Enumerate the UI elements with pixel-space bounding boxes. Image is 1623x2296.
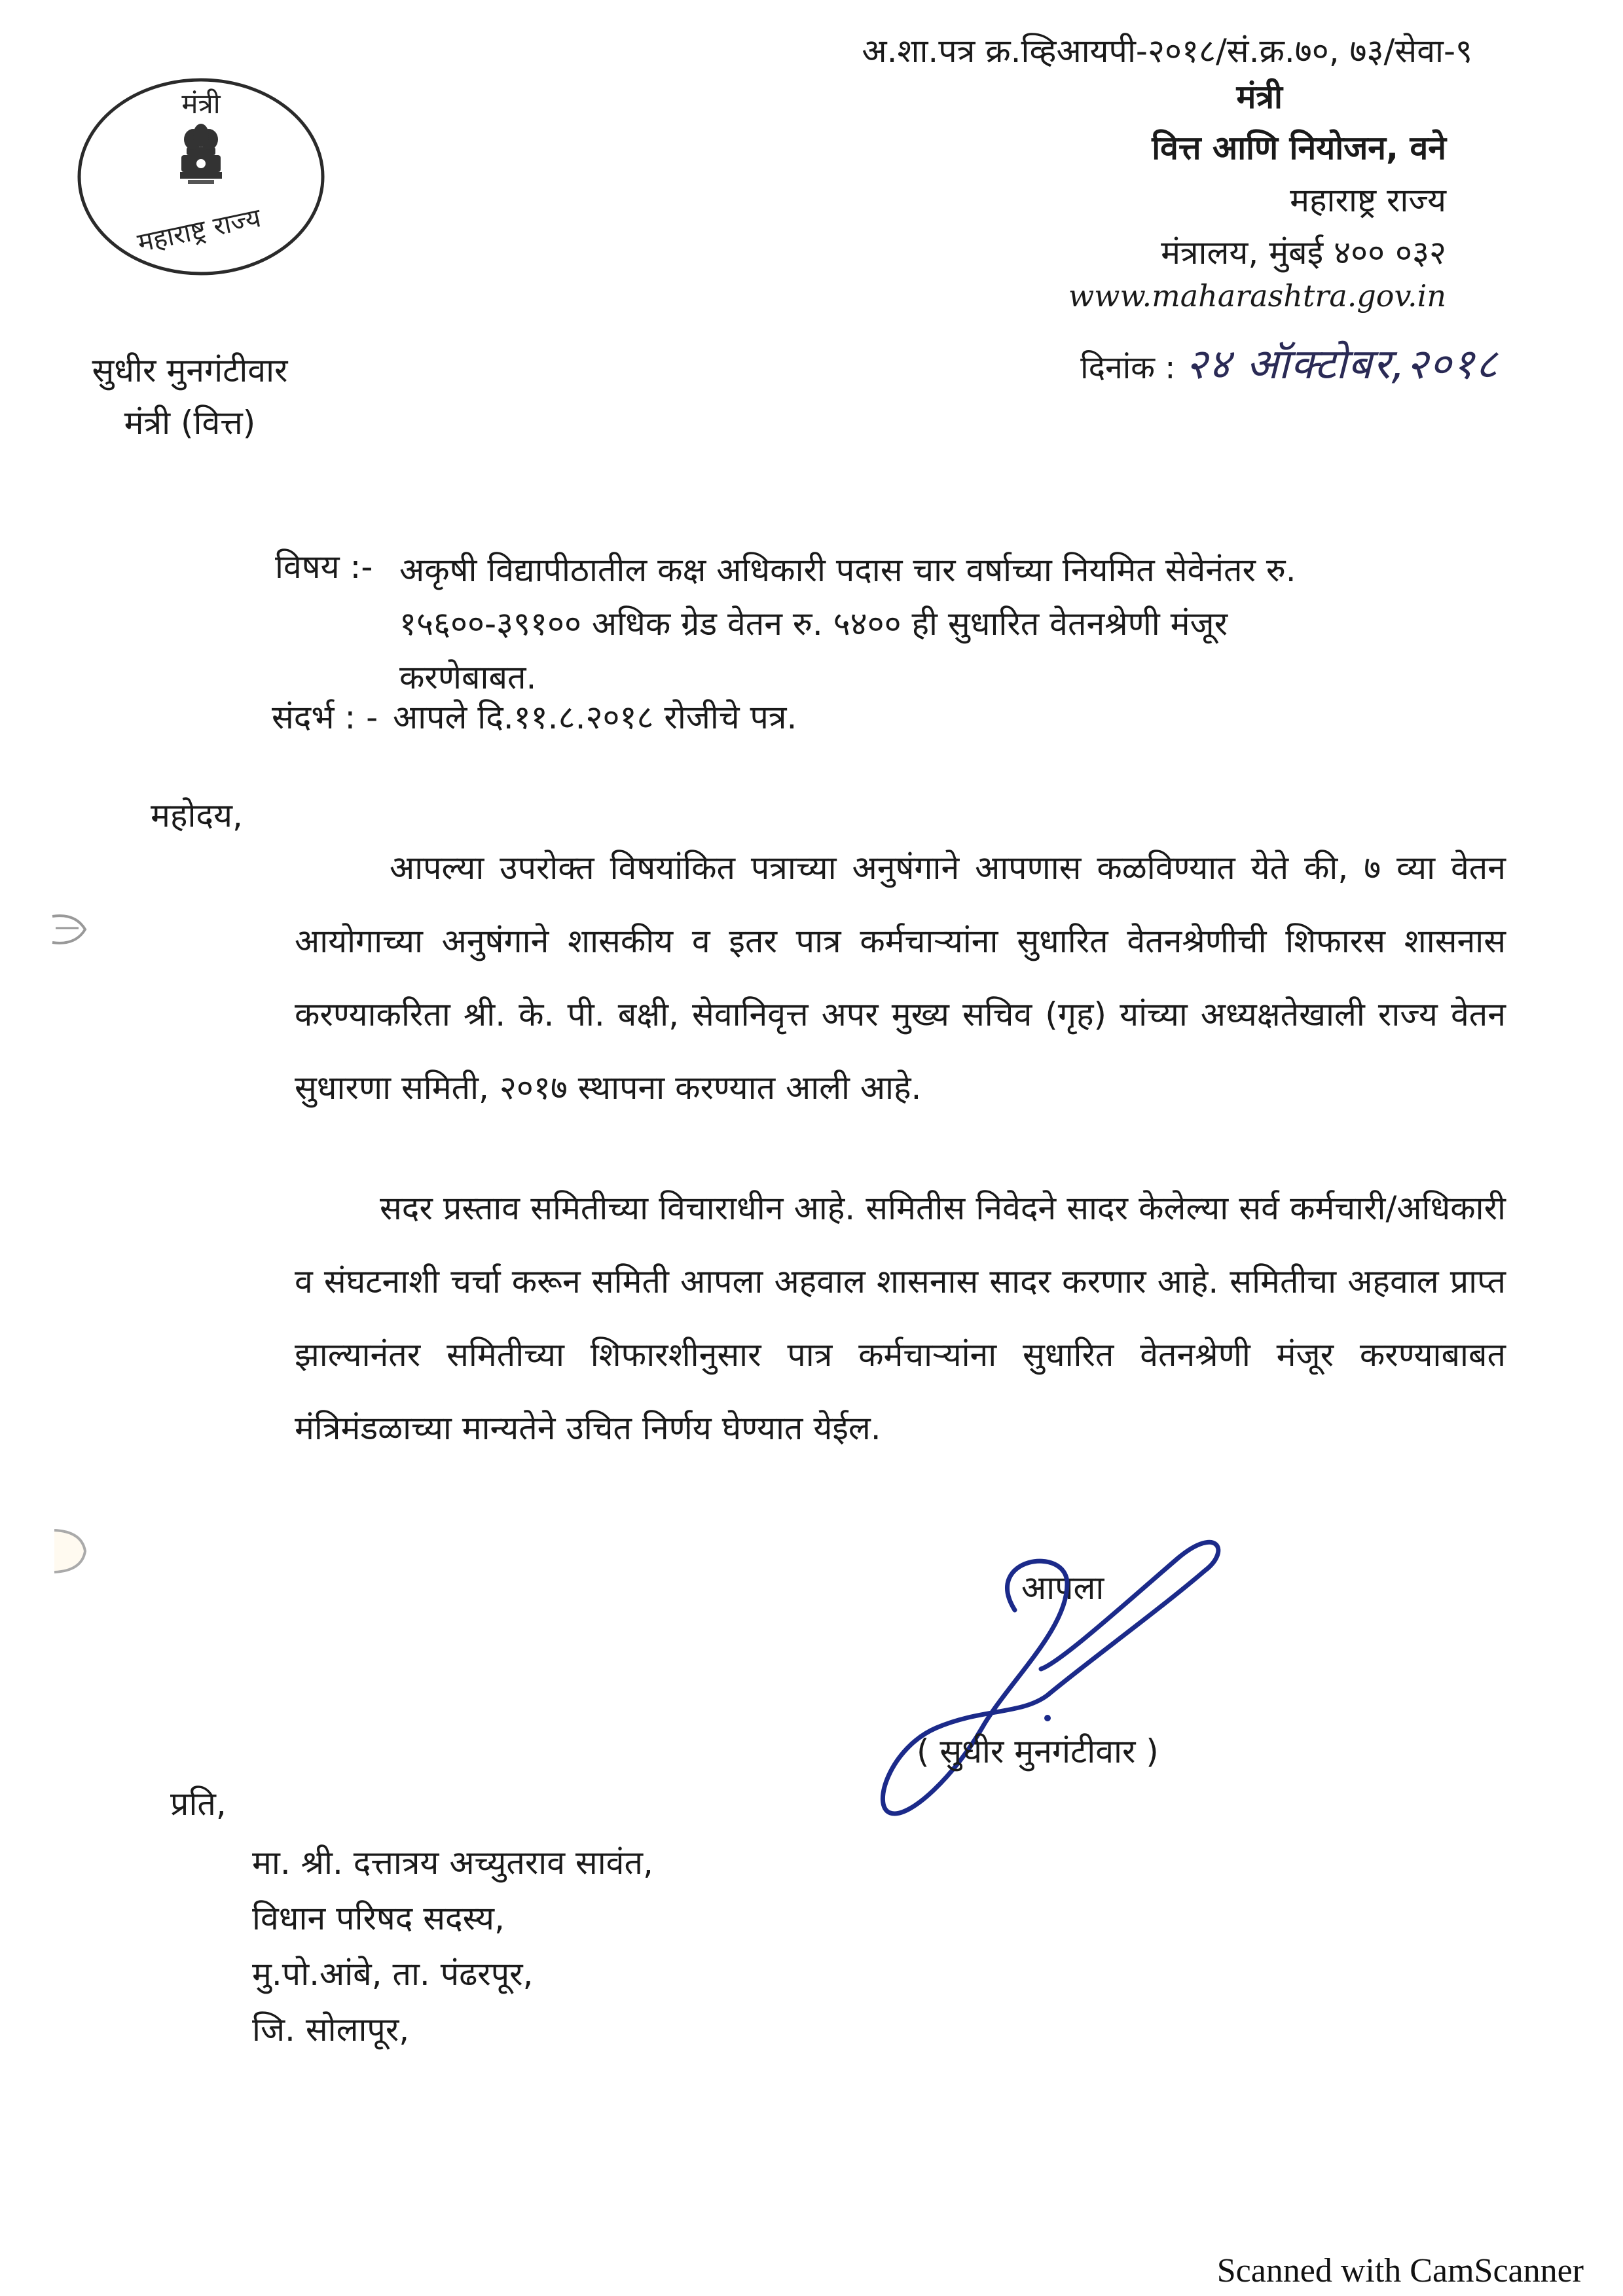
letter-reference: अ.शा.पत्र क्र.व्हिआयपी-२०१८/सं.क्र.७०, ७३/सेवा-९ (862, 32, 1472, 70)
seal-top-text: मंत्री (181, 88, 221, 120)
date-value: २४ ऑक्टोबर,२०१८ (1185, 340, 1499, 389)
department-name: वित्त आणि नियोजन, वने (1152, 129, 1446, 167)
date-label: दिनांक : (1080, 350, 1176, 386)
sender-role: मंत्री (वित्त) (124, 404, 256, 442)
recipient-line: मा. श्री. दत्तात्रय अच्युतराव सावंत, (252, 1844, 653, 1882)
ashoka-emblem-icon (180, 124, 222, 184)
signatory-name: ( सुधीर मुनगंटीवार ) (917, 1732, 1159, 1770)
office-title: मंत्री (1236, 78, 1283, 116)
punch-mark-icon (46, 910, 98, 949)
scanner-watermark: Scanned with CamScanner (1216, 2252, 1584, 2289)
date-row (1080, 334, 1499, 391)
state-name: महाराष्ट्र राज्य (1290, 181, 1446, 219)
recipient-label: प्रति, (170, 1785, 227, 1823)
body-paragraph-2: सदर प्रस्ताव समितीच्या विचाराधीन आहे. समितीस निवेदने सादर केलेल्या सर्व कर्मचारी/अधिकारी व संघटनाशी चर्चा करून समिती आपला अहवाल शासनास सादर करणार आहे. समितीचा अहवाल प्राप्त झाल्यानंतर समितीच्या शिफारशीनुसार पात्र कर्मचाऱ्यांना सुधारित वेतनश्रेणी मंजूर करण्याबाबत मंत्रिमंडळाच्या मान्यतेने उचित निर्णय घेण्यात येईल. (295, 1189, 1506, 1447)
closing-yours: आपला (1021, 1569, 1104, 1607)
subject-label: विषय :- (275, 548, 373, 586)
office-address: मंत्रालय, मुंबई ४०० ०३२ (1161, 234, 1446, 272)
recipient-line: मु.पो.आंबे, ता. पंढरपूर, (252, 1955, 534, 1993)
reference-label: संदर्भ : - (272, 698, 378, 736)
sender-name: सुधीर मुनगंटीवार (92, 351, 288, 389)
punch-mark-icon (49, 1525, 95, 1577)
seal-bottom-text: महाराष्ट्र राज्य (135, 202, 264, 259)
recipient-line: जि. सोलापूर, (252, 2011, 410, 2049)
salutation: महोदय, (151, 797, 243, 834)
signature (851, 1532, 1244, 1859)
reference-text: आपले दि.११.८.२०१८ रोजीचे पत्र. (393, 698, 797, 736)
website-link[interactable]: www.maharashtra.gov.in (1068, 278, 1446, 314)
minister-seal (75, 75, 327, 278)
recipient-line: विधान परिषद सदस्य, (252, 1899, 505, 1937)
body-paragraph-1: आपल्या उपरोक्त विषयांकित पत्राच्या अनुषंगाने आपणास कळविण्यात येते की, ७ व्या वेतन आयोगाच्या अनुषंगाने शासकीय व इतर पात्र कर्मचाऱ्यांना सुधारित वेतनश्रेणीची शिफारस शासनास करण्याकरिता श्री. के. पी. बक्षी, सेवानिवृत्त अपर मुख्य सचिव (गृह) यांच्या अध्यक्षतेखाली राज्य वेतन सुधारणा समिती, २०१७ स्थापना करण्यात आली आहे. (295, 849, 1506, 1107)
subject-text: अकृषी विद्यापीठातील कक्ष अधिकारी पदास चार वर्षाच्या नियमित सेवेनंतर रु. १५६००-३९१०० अधिक ग्रेड वेतन रु. ५४०० ही सुधारित वेतनश्रेणी मंजूर करणेबाबत. (399, 551, 1296, 696)
